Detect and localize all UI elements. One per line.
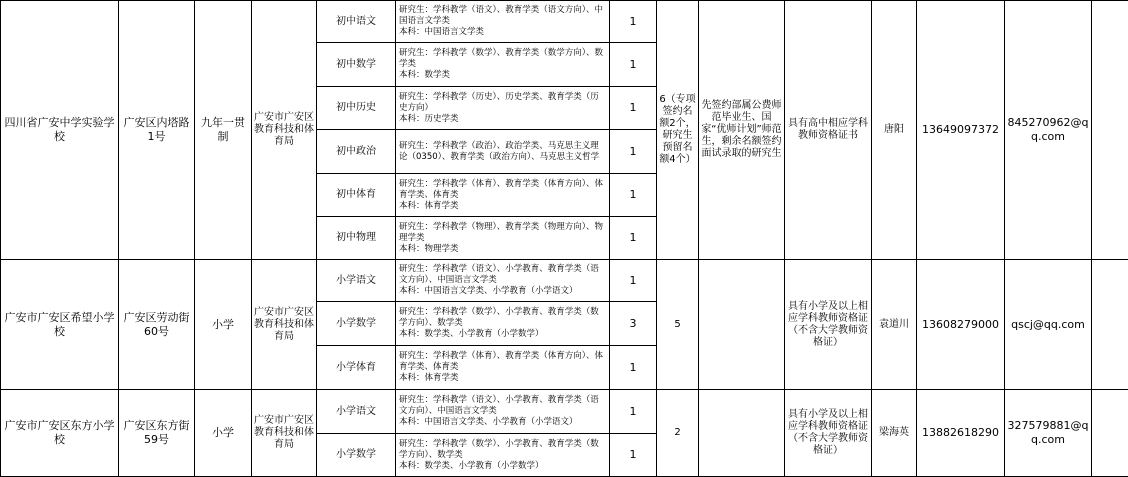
post-count-cell: 1 <box>610 174 657 217</box>
graduate-major-text: 研究生：学科教学（数学）、小学教育、教育学类（数学方向）、数学类 <box>399 439 599 460</box>
school-stage-cell: 九年一贯制 <box>195 1 252 260</box>
school-name-cell: 广安市广安区东方小学校 <box>1 390 119 477</box>
school-name-cell: 广安市广安区希望小学校 <box>1 260 119 390</box>
school-stage-cell: 小学 <box>195 390 252 477</box>
graduate-major-text: 研究生：学科教学（物理）、教育学类（物理方向）、物理学类 <box>399 222 603 243</box>
post-subject-cell: 初中数学 <box>317 43 396 87</box>
undergraduate-major-text: 本科：中国语言文学类、小学教育（小学语文） <box>399 286 578 296</box>
post-subject-cell: 初中体育 <box>317 174 396 217</box>
post-subject-cell: 初中历史 <box>317 87 396 130</box>
major-requirement-cell <box>396 87 610 130</box>
undergraduate-major-text: 本科：中国语言文学类 <box>399 27 484 37</box>
graduate-major-text: 研究生：学科教学（历史）、历史学类、教育学类（历史方向） <box>399 92 599 113</box>
graduate-major-text: 研究生：学科教学（体育）、教育学类（体育方向）、体育学类、体育类 <box>399 179 603 200</box>
contact-person-cell: 梁海英 <box>872 390 917 477</box>
post-count-cell: 1 <box>610 390 657 434</box>
authority-cell: 广安市广安区教育科技和体育局 <box>252 260 317 390</box>
major-requirement-cell <box>396 174 610 217</box>
email-cell: 327579881@qq.com <box>1005 390 1092 477</box>
post-count-cell: 1 <box>610 434 657 477</box>
address-cell: 广安区东方街59号 <box>119 390 195 477</box>
post-count-cell: 3 <box>610 302 657 346</box>
email-cell: qscj@qq.com <box>1005 260 1092 390</box>
blank-cell <box>1092 260 1128 390</box>
table-row <box>1 390 1128 434</box>
post-subject-cell: 小学数学 <box>317 302 396 346</box>
recruit-note-cell: 先签约部属公费师范毕业生、国家“优师计划”师范生，剩余名额签约面试录取的研究生 <box>699 1 785 260</box>
phone-cell: 13882618290 <box>917 390 1005 477</box>
qualification-cell: 具有小学及以上相应学科教师资格证（不含大学教师资格证） <box>785 260 872 390</box>
address-cell: 广安区劳动街60号 <box>119 260 195 390</box>
graduate-major-text: 研究生：学科教学（政治）、政治学类、马克思主义理论（0350）、教育学类（政治方向）、马克思主义哲学 <box>399 141 599 162</box>
post-count-cell: 1 <box>610 87 657 130</box>
undergraduate-major-text: 本科：数学类、小学教育（小学数学） <box>399 329 544 339</box>
undergraduate-major-text: 本科：历史学类 <box>399 114 459 124</box>
graduate-major-text: 研究生：学科教学（语文）、小学教育、教育学类（语文方向）、中国语言文学类 <box>399 395 599 416</box>
blank-cell <box>1092 1 1128 260</box>
undergraduate-major-text: 本科：体育学类 <box>399 373 459 383</box>
undergraduate-major-text: 本科：数学类、小学教育（小学数学） <box>399 461 544 471</box>
contact-person-cell: 袁道川 <box>872 260 917 390</box>
blank-cell <box>1092 390 1128 477</box>
graduate-major-text: 研究生：学科教学（数学）、小学教育、教育学类（数学方向）、数学类 <box>399 307 599 328</box>
post-subject-cell: 小学体育 <box>317 346 396 390</box>
post-count-cell: 1 <box>610 260 657 302</box>
school-stage-cell: 小学 <box>195 260 252 390</box>
qualification-cell: 具有高中相应学科教师资格证书 <box>785 1 872 260</box>
graduate-major-text: 研究生：学科教学（语文）、小学教育、教育学类（语文方向）、中国语言文学类 <box>399 264 599 285</box>
post-subject-cell: 初中语文 <box>317 1 396 43</box>
authority-cell: 广安市广安区教育科技和体育局 <box>252 1 317 260</box>
major-requirement-cell <box>396 390 610 434</box>
undergraduate-major-text: 本科：体育学类 <box>399 201 459 211</box>
table-body <box>1 1 1128 477</box>
post-count-cell: 1 <box>610 346 657 390</box>
total-count-cell: 2 <box>657 390 699 477</box>
graduate-major-text: 研究生：学科教学（体育）、教育学类（体育方向）、体育学类、体育类 <box>399 351 603 372</box>
post-subject-cell: 小学数学 <box>317 434 396 477</box>
phone-cell: 13649097372 <box>917 1 1005 260</box>
post-count-cell: 1 <box>610 43 657 87</box>
major-requirement-cell <box>396 217 610 260</box>
table-row <box>1 260 1128 302</box>
post-count-cell: 1 <box>610 130 657 174</box>
recruit-note-cell <box>699 390 785 477</box>
post-count-cell: 1 <box>610 1 657 43</box>
major-requirement-cell <box>396 434 610 477</box>
undergraduate-major-text: 本科：物理学类 <box>399 244 459 254</box>
post-count-cell: 1 <box>610 217 657 260</box>
post-subject-cell: 小学语文 <box>317 390 396 434</box>
recruit-note-cell <box>699 260 785 390</box>
post-subject-cell: 初中政治 <box>317 130 396 174</box>
address-cell: 广安区内塔路1号 <box>119 1 195 260</box>
table-row <box>1 1 1128 43</box>
qualification-cell: 具有小学及以上相应学科教师资格证（不含大学教师资格证） <box>785 390 872 477</box>
contact-person-cell: 唐阳 <box>872 1 917 260</box>
undergraduate-major-text: 本科：中国语言文学类、小学教育（小学语文） <box>399 417 578 427</box>
total-count-cell: 6（专项签约名额2个，研究生预留名额4个） <box>657 1 699 260</box>
total-count-cell: 5 <box>657 260 699 390</box>
graduate-major-text: 研究生：学科教学（数学）、教育学类（数学方向）、数学类 <box>399 48 603 69</box>
major-requirement-cell <box>396 302 610 346</box>
authority-cell: 广安市广安区教育科技和体育局 <box>252 390 317 477</box>
major-requirement-cell <box>396 1 610 43</box>
post-subject-cell: 初中物理 <box>317 217 396 260</box>
major-requirement-cell <box>396 260 610 302</box>
undergraduate-major-text: 本科：数学类 <box>399 70 450 80</box>
major-requirement-cell <box>396 346 610 390</box>
email-cell: 845270962@qq.com <box>1005 1 1092 260</box>
major-requirement-cell <box>396 43 610 87</box>
school-name-cell: 四川省广安中学实验学校 <box>1 1 119 260</box>
major-requirement-cell <box>396 130 610 174</box>
post-subject-cell: 小学语文 <box>317 260 396 302</box>
phone-cell: 13608279000 <box>917 260 1005 390</box>
graduate-major-text: 研究生：学科教学（语文）、教育学类（语文方向）、中国语言文学类 <box>399 5 603 26</box>
